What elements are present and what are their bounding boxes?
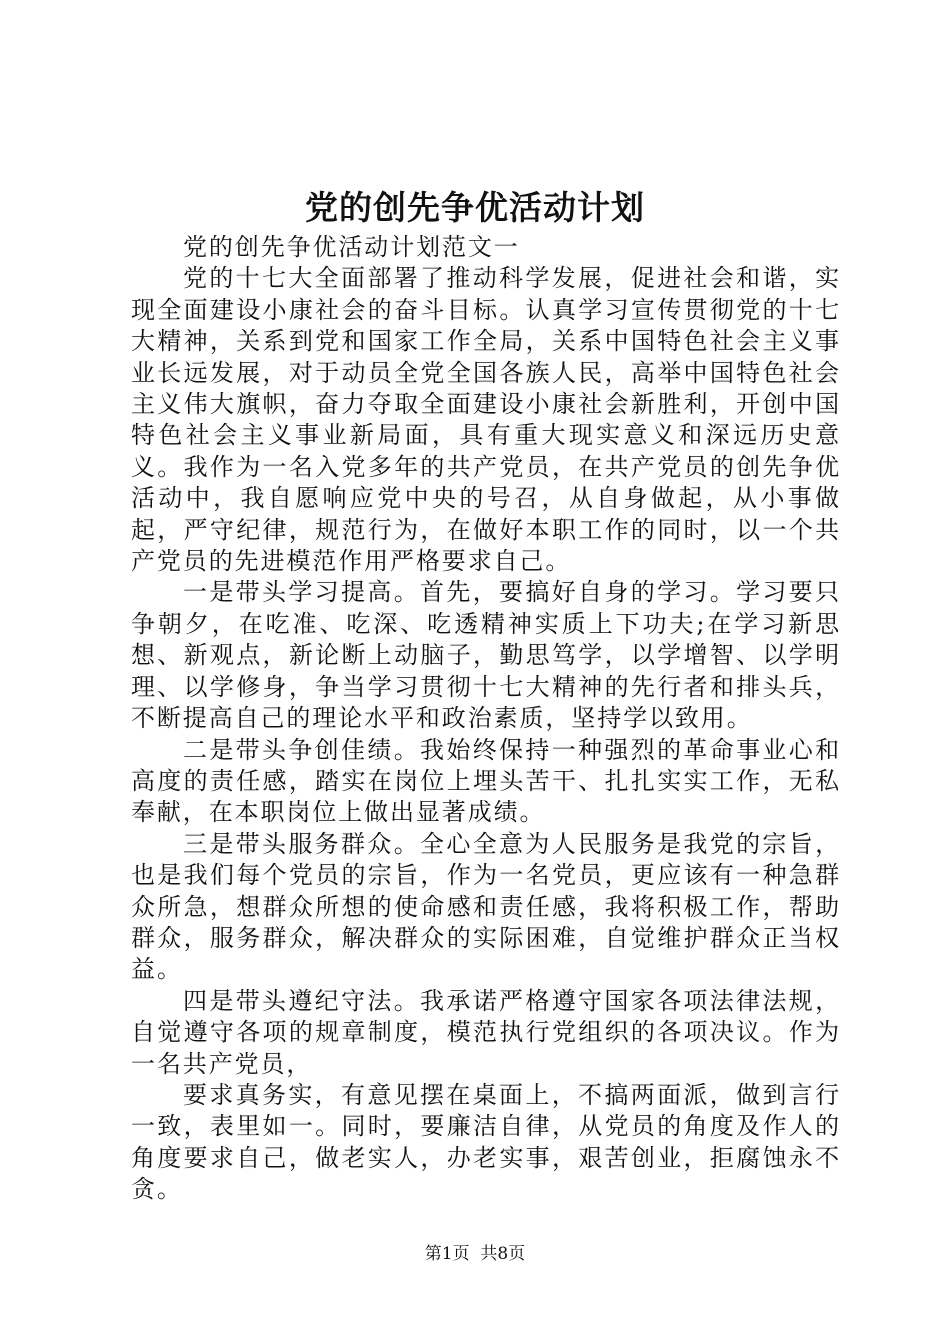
paragraph: 二是带头争创佳绩。我始终保持一种强烈的革命事业心和高度的责任感，踏实在岗位上埋头苦干、扎扎实实工作，无私奉献，在本职岗位上做出显著成绩。	[131, 735, 841, 827]
paragraph: 要求真务实，有意见摆在桌面上，不搞两面派，做到言行一致，表里如一。同时，要廉洁自律，从党员的角度及作人的角度要求自己，做老实人，办老实事，艰苦创业，拒腐蚀永不贪。	[131, 1080, 841, 1204]
paragraph: 党的十七大全面部署了推动科学发展，促进社会和谐，实现全面建设小康社会的奋斗目标。认真学习宣传贯彻党的十七大精神，关系到党和国家工作全局，关系中国特色社会主义事业长远发展，对于动员全党全国各族人民，高举中国特色社会主义伟大旗帜，奋力夺取全面建设小康社会新胜利，开创中国特色社会主义事业新局面，具有重大现实意义和深远历史意义。我作为一名入党多年的共产党员，在共产党员的创先争优活动中，我自愿响应党中央的号召，从自身做起，从小事做起，严守纪律，规范行为，在做好本职工作的同时，以一个共产党员的先进模范作用严格要求自己。	[131, 264, 841, 576]
document-title: 党的创先争优活动计划	[305, 188, 645, 227]
paragraph: 三是带头服务群众。全心全意为人民服务是我党的宗旨，也是我们每个党员的宗旨，作为一名党员，更应该有一种急群众所急，想群众所想的使命感和责任感，我将积极工作，帮助群众，服务群众，解决群众的实际困难，自觉维护群众正当权益。	[131, 829, 841, 984]
paragraph: 党的创先争优活动计划范文一	[183, 233, 520, 261]
paragraph: 一是带头学习提高。首先，要搞好自身的学习。学习要只争朝夕，在吃准、吃深、吃透精神实质上下功夫;在学习新思想、新观点，新论断上动脑子，勤思笃学，以学增智、以学明理、以学修身，争当学习贯彻十七大精神的先行者和排头兵，不断提高自己的理论水平和政治素质，坚持学以致用。	[131, 578, 841, 733]
paragraph: 四是带头遵纪守法。我承诺严格遵守国家各项法律法规，自觉遵守各项的规章制度，模范执行党组织的各项决议。作为一名共产党员，	[131, 986, 841, 1078]
document-body	[131, 232, 841, 1206]
page-number-footer: 第1页 共8页	[424, 1244, 526, 1264]
